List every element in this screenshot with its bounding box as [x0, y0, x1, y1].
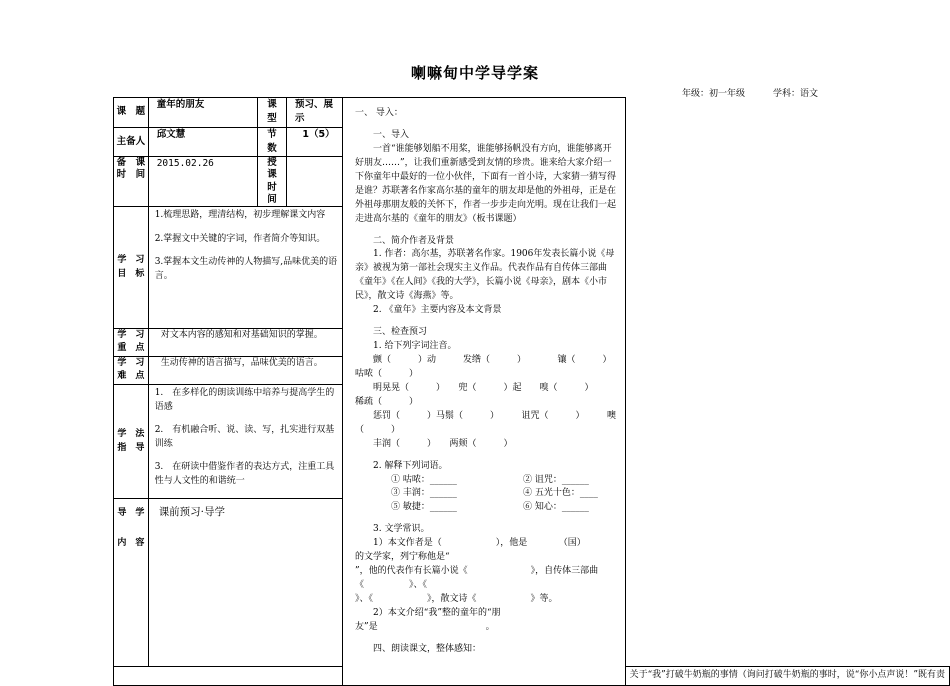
author-text: 1. 作者：高尔基，苏联著名作家。1906年发表长篇小说《母亲》被视为第一部社会现实主义作品。代表作品有自传体三部曲《童年》《在人间》《我的大学》，长篇小说《母亲》，剧本《小市民》，散文诗《海燕》等。 [355, 249, 615, 302]
label-teach-time: 授 课 时 间 [258, 157, 287, 207]
label-topic: 课 题 [114, 98, 149, 128]
literature-line: 1）本文作者是（ ），他是 （国） 的文学家，列宁称他是“ [355, 538, 618, 563]
guide-content: 课前预习·导学 [148, 499, 342, 667]
value-sections: 1（5） [287, 127, 343, 157]
section-intro-heading: 一、 导入： [355, 108, 403, 118]
literature-task: 3. 文学常识。 [373, 524, 430, 535]
key-points-content: 对文本内容的感知和对基础知识的掌握。 [148, 329, 342, 357]
document-title: 喇嘛甸中学导学案 [410, 64, 539, 82]
grade-label: 年级：初一年级 [682, 89, 746, 99]
value-author: 邱文慧 [148, 127, 257, 157]
method-item: 1. 在多样化的朗读训练中培养与提高学生的语感 [154, 388, 335, 412]
word-item: ⑤ 敏捷：______ [391, 502, 457, 513]
reading-heading: 四、朗读课文，整体感知： [373, 643, 482, 654]
background-text: 2. 《童年》主要内容及本文背景 [373, 305, 502, 316]
pinyin-row: 颤（ ）动 发绺（ ） 镶（ ） 咕哝（ ） [355, 355, 635, 379]
objective-item: 2.掌握文中关键的字词，作者简介等知识。 [154, 233, 326, 244]
objective-item: 3.掌握本文生动传神的人物描写,品味优美的语言。 [154, 257, 338, 281]
pinyin-row: 惩罚（ ）马鬃（ ） 诅咒（ ） 噢（ ） [355, 410, 617, 435]
word-item: ② 诅咒：______ [523, 474, 589, 485]
author-heading: 二、简介作者及背景 [373, 235, 455, 246]
pinyin-row: 明晃晃（ ） 兜（ ）起 嗅（ ） 稀疏（ ） [355, 382, 617, 407]
reading-first-line: 关于“我”打破牛奶瓶的事情（询问打破牛奶瓶的事时，说“你小点声说！”既有责 [625, 667, 949, 686]
pinyin-row: 丰润（ ） 两颊（ ） [373, 438, 513, 449]
subject-label: 学科：语文 [773, 89, 819, 99]
pinyin-task: 1. 给下列字词注音。 [373, 341, 457, 352]
value-topic: 童年的朋友 [148, 98, 257, 128]
label-author: 主备人 [114, 127, 149, 157]
intro-body: 一首“谁能够划船不用桨，谁能够扬帆没有方向，谁能够离开好朋友……”，让我们重新感受到友情的珍贵。谁来给大家介绍一下你童年中最好的一位小伙伴，下面有一首小诗，大家猜一猜写得是谁？苏联著名作家高尔基的童年的朋友却是他的外祖母，正是在外祖母那朋友般的关怀下，作者一步步走向光明。现在让我们一起走进高尔基的《童年的朋友》（板书课题） [355, 143, 617, 224]
word-row [355, 474, 619, 488]
value-lesson-type: 预习、展示 [287, 98, 343, 128]
word-item: ① 咕哝：______ [391, 474, 457, 485]
label-difficult-points: 学 习 难 点 [114, 357, 149, 385]
objective-item: 1.梳理思路，理清结构，初步理解课文内容 [154, 210, 326, 221]
method-item: 3. 在研读中借鉴作者的表达方式，注重工具性与人文性的和谐统一 [154, 462, 335, 486]
literature-line: ”，他的代表作有长篇小说《 》，自传体三部曲《 》、《 [355, 566, 599, 591]
literature-line: 2）本文介绍“我”整的童年的“朋友”是 。 [355, 607, 501, 632]
label-objectives: 学 习 目 标 [114, 207, 149, 329]
label-lesson-type: 课 型 [258, 98, 287, 128]
difficult-points-content: 生动传神的语言描写，品味优美的语言。 [148, 357, 342, 385]
preview-heading: 三、检查预习 [373, 327, 428, 338]
literature-line: 》、《 》，散文诗《 》等。 [355, 594, 558, 604]
intro-heading: 一、导入 [373, 129, 410, 140]
label-method: 学 法 指 导 [114, 385, 149, 499]
label-key-points: 学 习 重 点 [114, 329, 149, 357]
empty-left-footer [114, 667, 343, 686]
words-task: 2. 解释下列词语。 [373, 460, 448, 471]
lesson-plan-table [113, 97, 950, 686]
label-sections: 节 数 [258, 127, 287, 157]
word-row [355, 501, 619, 515]
method-item: 2. 有机融合听、说、读、写，扎实进行双基训练 [154, 425, 335, 449]
method-content [148, 385, 342, 499]
word-item: ③ 丰润：______ [391, 488, 457, 499]
objectives-content [148, 207, 342, 329]
label-guide: 导 学 内 容 [114, 499, 149, 667]
word-item: ④ 五光十色：____ [523, 488, 598, 499]
word-item: ⑥ 知心：______ [523, 502, 589, 513]
value-prep-time: 2015.02.26 [148, 157, 257, 207]
word-row [355, 487, 619, 501]
value-teach-time [287, 157, 343, 207]
label-prep-time: 备 课 时 间 [114, 157, 149, 207]
guide-content-column [343, 98, 635, 686]
